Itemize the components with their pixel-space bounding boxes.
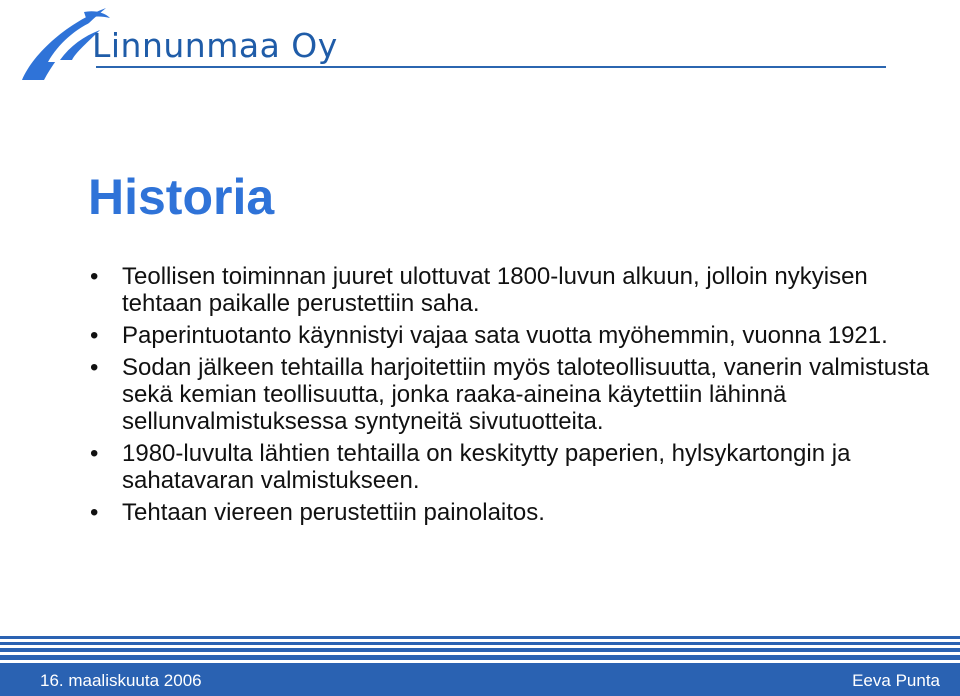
bullet-text: Teollisen toiminnan juuret ulottuvat 1800-luvun alkuun, jolloin nykyisen tehtaan paikalle perustettiin saha.	[122, 263, 868, 317]
bullet-item	[88, 499, 948, 526]
bullet-item	[88, 440, 948, 494]
bullet-list	[88, 263, 948, 531]
bullet-dot-icon: •	[90, 354, 99, 381]
header-divider	[96, 66, 886, 68]
bullet-item	[88, 322, 948, 349]
bullet-item	[88, 263, 948, 317]
bullet-dot-icon: •	[90, 322, 99, 349]
footer-author: Eeva Punta	[852, 671, 940, 690]
bullet-text: Paperintuotanto käynnistyi vajaa sata vuotta myöhemmin, vuonna 1921.	[122, 322, 888, 349]
bullet-dot-icon: •	[90, 263, 99, 290]
bullet-dot-icon: •	[90, 440, 99, 467]
bullet-text: 1980-luvulta lähtien tehtailla on keskitytty paperien, hylsykartongin ja sahatavaran valmistukseen.	[122, 440, 851, 494]
bullet-dot-icon: •	[90, 499, 99, 526]
brand-name: Linnunmaa Oy	[92, 26, 338, 65]
bullet-item	[88, 354, 948, 435]
slide-title: Historia	[88, 169, 275, 225]
bullet-text: Tehtaan viereen perustettiin painolaitos.	[122, 499, 545, 526]
bullet-text: Sodan jälkeen tehtailla harjoitettiin myös taloteollisuutta, vanerin valmistusta sekä kemian teollisuutta, jonka raaka-aineina käytettiin lähinnä sellunvalmistuksessa syntyneitä sivutuotteita.	[122, 354, 930, 435]
footer-date: 16. maaliskuuta 2006	[40, 671, 202, 690]
